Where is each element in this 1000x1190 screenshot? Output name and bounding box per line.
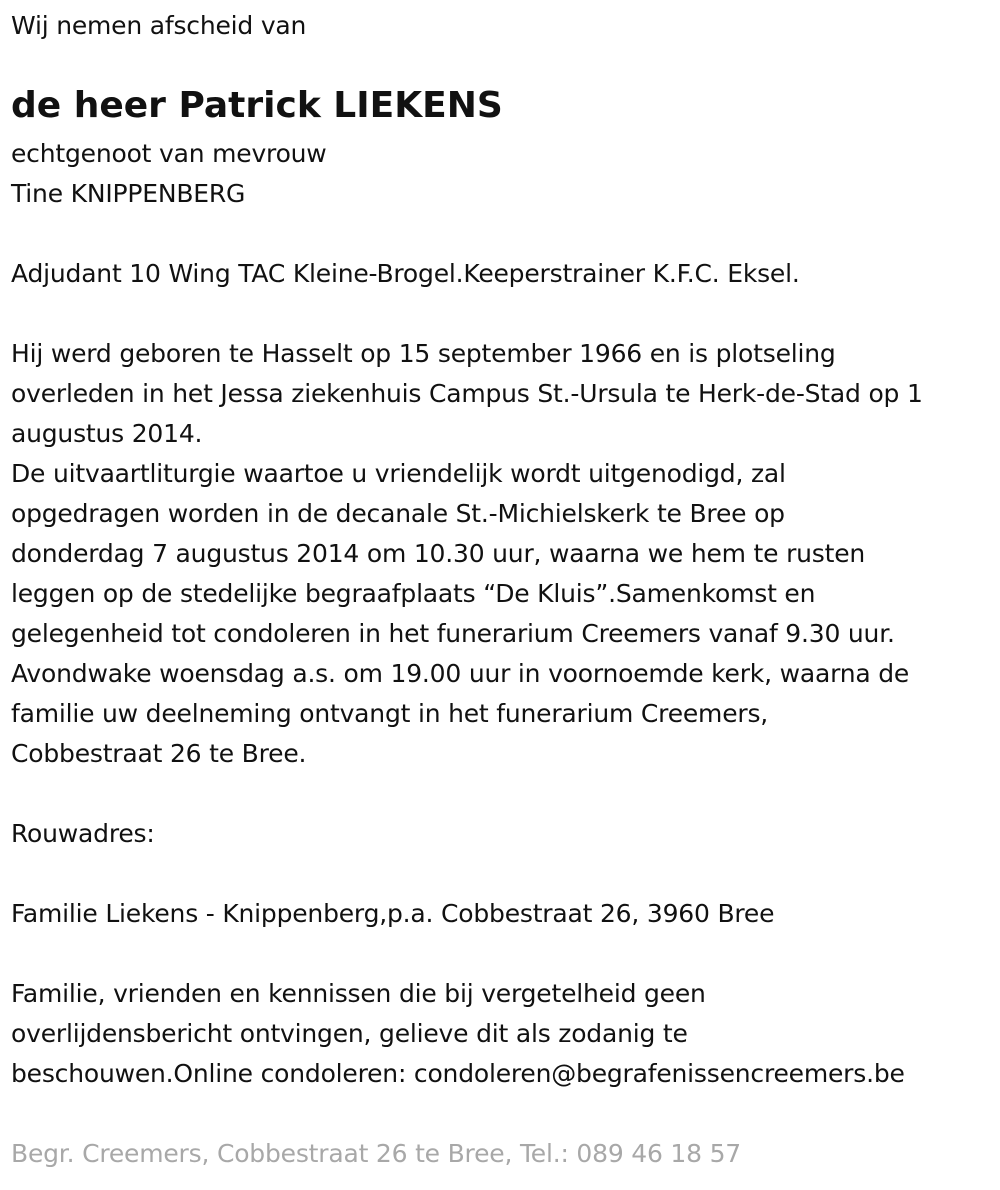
biography-line: Hij werd geboren te Hasselt op 15 september 1966 en is plotseling: [11, 339, 836, 368]
spouse-line-2: Tine KNIPPENBERG: [11, 179, 246, 208]
funeral-line: Cobbestraat 26 te Bree.: [11, 739, 307, 768]
funeral-line: leggen op de stedelijke begraafplaats “De Kluis”.Samenkomst en: [11, 579, 816, 608]
deceased-name: de heer Patrick LIEKENS: [11, 85, 503, 126]
funeral-line: gelegenheid tot condoleren in het funerarium Creemers vanaf 9.30 uur.: [11, 619, 895, 648]
intro-text: Wij nemen afscheid van: [11, 11, 307, 40]
biography-line: augustus 2014.: [11, 419, 203, 448]
funeral-home-footer: Begr. Creemers, Cobbestraat 26 te Bree, Tel.: 089 46 18 57: [11, 1139, 742, 1168]
funeral-line: familie uw deelneming ontvangt in het funerarium Creemers,: [11, 699, 769, 728]
spouse-line-1: echtgenoot van mevrouw: [11, 139, 327, 168]
notice-line: Familie, vrienden en kennissen die bij vergetelheid geen: [11, 979, 706, 1008]
mourning-address: Familie Liekens - Knippenberg,p.a. Cobbestraat 26, 3960 Bree: [11, 899, 775, 928]
funeral-line: Avondwake woensdag a.s. om 19.00 uur in voornoemde kerk, waarna de: [11, 659, 910, 688]
funeral-line: donderdag 7 augustus 2014 om 10.30 uur, waarna we hem te rusten: [11, 539, 866, 568]
notice-line: overlijdensbericht ontvingen, gelieve dit als zodanig te: [11, 1019, 688, 1048]
profession-text: Adjudant 10 Wing TAC Kleine-Brogel.Keeperstrainer K.F.C. Eksel.: [11, 259, 800, 288]
mourning-address-label: Rouwadres:: [11, 819, 155, 848]
notice-line: beschouwen.Online condoleren: condoleren@begrafenissencreemers.be: [11, 1059, 905, 1088]
biography-line: overleden in het Jessa ziekenhuis Campus St.-Ursula te Herk-de-Stad op 1: [11, 379, 923, 408]
funeral-line: opgedragen worden in de decanale St.-Michielskerk te Bree op: [11, 499, 785, 528]
funeral-line: De uitvaartliturgie waartoe u vriendelijk wordt uitgenodigd, zal: [11, 459, 786, 488]
